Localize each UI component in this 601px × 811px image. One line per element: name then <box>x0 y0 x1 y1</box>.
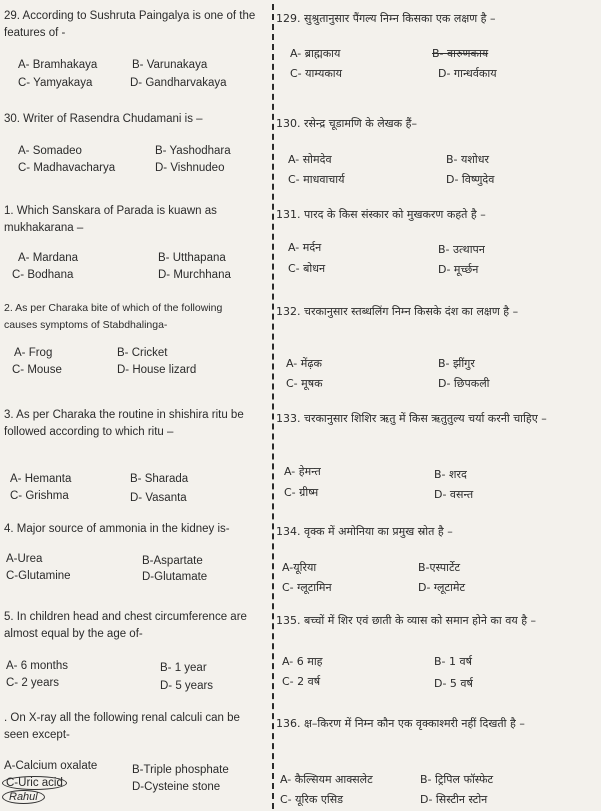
q129-hindi-option-d: D- गान्धर्वकाय <box>438 67 497 80</box>
q136-hindi-option-b: B- ट्रिपिल फॉस्फेट <box>420 773 494 786</box>
q135-hindi-option-d: D- 5 वर्ष <box>434 677 473 690</box>
q129-option-d: D- Gandharvakaya <box>130 77 227 89</box>
q134-hindi-option-a: A-यूरिया <box>282 561 317 574</box>
q133-option-a: A- Hemanta <box>10 473 72 485</box>
q130-option-b: B- Yashodhara <box>155 145 231 157</box>
q129-hindi-option-a: A- ब्राह्मकाय <box>290 47 341 60</box>
q131-option-d: D- Murchhana <box>158 269 231 281</box>
q136-hindi-option-a: A- कैल्सियम आक्सलेट <box>280 773 373 786</box>
q129-hindi-option-c: C- याम्यकाय <box>290 67 343 80</box>
question-133-text: 3. As per Charaka the routine in shishira ritu be followed according to which ritu – <box>4 409 244 438</box>
column-divider <box>272 4 274 809</box>
q134-option-c: C-Glutamine <box>6 570 71 582</box>
q133-hindi-option-a: A- हेमन्त <box>284 465 321 478</box>
q129-option-b: B- Varunakaya <box>132 59 208 71</box>
q134-option-b: B-Aspartate <box>142 555 203 567</box>
q131-hindi-option-b: B- उत्थापन <box>438 243 485 256</box>
q132-option-b: B- Cricket <box>117 347 168 359</box>
question-133-hindi-text: 133. चरकानुसार शिशिर ऋतु में किस ऋतुतुल्य चर्या करनी चाहिए – <box>276 412 547 425</box>
q135-option-a: A- 6 months <box>6 660 68 672</box>
question-135-text: 5. In children head and chest circumference are almost equal by the age of- <box>4 611 247 640</box>
q136-hindi-option-c: C- यूरिक एसिड <box>280 793 344 806</box>
q135-option-d: D- 5 years <box>160 680 214 692</box>
q134-hindi-option-b: B-एस्पार्टेट <box>418 561 461 574</box>
q136-option-b: B-Triple phosphate <box>132 764 229 776</box>
q133-option-d: D- Vasanta <box>130 492 187 504</box>
q136-hindi-option-d: D- सिस्टीन स्टोन <box>420 793 488 806</box>
q130-option-d: D- Vishnudeo <box>155 162 225 174</box>
q129-option-a: A- Bramhakaya <box>18 59 98 71</box>
q134-hindi-option-c: C- ग्लूटामिन <box>282 581 332 594</box>
q133-hindi-option-c: C- ग्रीष्म <box>284 486 319 499</box>
q133-hindi-option-b: B- शरद <box>434 468 467 481</box>
q131-option-c: C- Bodhana <box>12 269 74 281</box>
q131-hindi-option-a: A- मर्दन <box>288 241 322 254</box>
q136-option-a: A-Calcium oxalate <box>4 760 98 772</box>
q132-hindi-option-c: C- मूषक <box>286 377 323 390</box>
q132-hindi-option-b: B- झींगुर <box>438 357 475 370</box>
q130-hindi-option-c: C- माधवाचार्य <box>288 173 345 186</box>
q131-option-a: A- Mardana <box>18 252 79 264</box>
q133-option-c: C- Grishma <box>10 490 69 502</box>
question-131-hindi-text: 131. पारद के किस संस्कार को मुखकरण कहते है – <box>276 208 486 221</box>
question-135-hindi-text: 135. बच्चों में शिर एवं छाती के व्यास को समान होने का वय है – <box>276 614 537 627</box>
question-136-text: . On X-ray all the following renal calculi can be seen except- <box>4 712 240 741</box>
q136-option-c-circled-answer: C-Uric acid <box>2 776 67 790</box>
question-136-hindi-text: 136. क्ष–किरण में निम्न कौन एक वृक्काश्मरी नहीं दिखती है – <box>276 717 525 730</box>
q135-option-c: C- 2 years <box>6 677 60 689</box>
q132-option-a: A- Frog <box>14 347 53 359</box>
q135-hindi-option-c: C- 2 वर्ष <box>282 675 321 688</box>
q132-option-c: C- Mouse <box>12 364 62 376</box>
q132-hindi-option-d: D- छिपकली <box>438 377 490 390</box>
question-132-text: 2. As per Charaka bite of which of the following causes symptoms of Stabdhalinga- <box>4 302 223 331</box>
q135-option-b: B- 1 year <box>160 662 207 674</box>
handwritten-signature: Rahul <box>2 790 45 804</box>
question-129-hindi-text: 129. सुश्रुतानुसार पैंगल्य निम्न किसका एक लक्षण है – <box>276 12 496 25</box>
q132-hindi-option-a: A- मेंढ़क <box>286 357 322 370</box>
q130-option-a: A- Somadeo <box>18 145 82 157</box>
q133-option-b: B- Sharada <box>130 473 189 485</box>
q130-hindi-option-d: D- विष्णुदेव <box>446 173 495 186</box>
q134-option-a: A-Urea <box>6 553 43 565</box>
q129-option-c: C- Yamyakaya <box>18 77 93 89</box>
q136-option-d: D-Cysteine stone <box>132 781 221 793</box>
question-130-text: 30. Writer of Rasendra Chudamani is – <box>4 113 203 125</box>
q134-hindi-option-d: D- ग्लूटामेट <box>418 581 465 594</box>
question-134-text: 4. Major source of ammonia in the kidney is- <box>4 523 230 535</box>
question-131-text: 1. Which Sanskara of Parada is kuawn as mukhakarana – <box>4 205 217 234</box>
q133-hindi-option-d: D- वसन्त <box>434 488 474 501</box>
q131-option-b: B- Utthapana <box>158 252 226 264</box>
q135-hindi-option-a: A- 6 माह <box>282 655 323 668</box>
question-134-hindi-text: 134. वृक्क में अमोनिया का प्रमुख स्रोत है – <box>276 525 453 538</box>
question-132-hindi-text: 132. चरकानुसार स्तब्धलिंग निम्न किसके दंश का लक्षण है – <box>276 305 519 318</box>
q130-hindi-option-a: A- सोमदेव <box>288 153 332 166</box>
q131-hindi-option-d: D- मूर्च्छन <box>438 263 479 276</box>
q135-hindi-option-b: B- 1 वर्ष <box>434 655 472 668</box>
q130-option-c: C- Madhavacharya <box>18 162 116 174</box>
q134-option-d: D-Glutamate <box>142 571 208 583</box>
q130-hindi-option-b: B- यशोधर <box>446 153 489 166</box>
q132-option-d: D- House lizard <box>117 364 197 376</box>
question-129-text: 29. According to Sushruta Paingalya is one of the features of - <box>4 10 256 39</box>
q131-hindi-option-c: C- बोधन <box>288 262 326 275</box>
q129-hindi-option-b: B- वारुणकाय <box>432 47 489 60</box>
question-130-hindi-text: 130. रसेन्द्र चूडामणि के लेखक हैं– <box>276 117 417 130</box>
